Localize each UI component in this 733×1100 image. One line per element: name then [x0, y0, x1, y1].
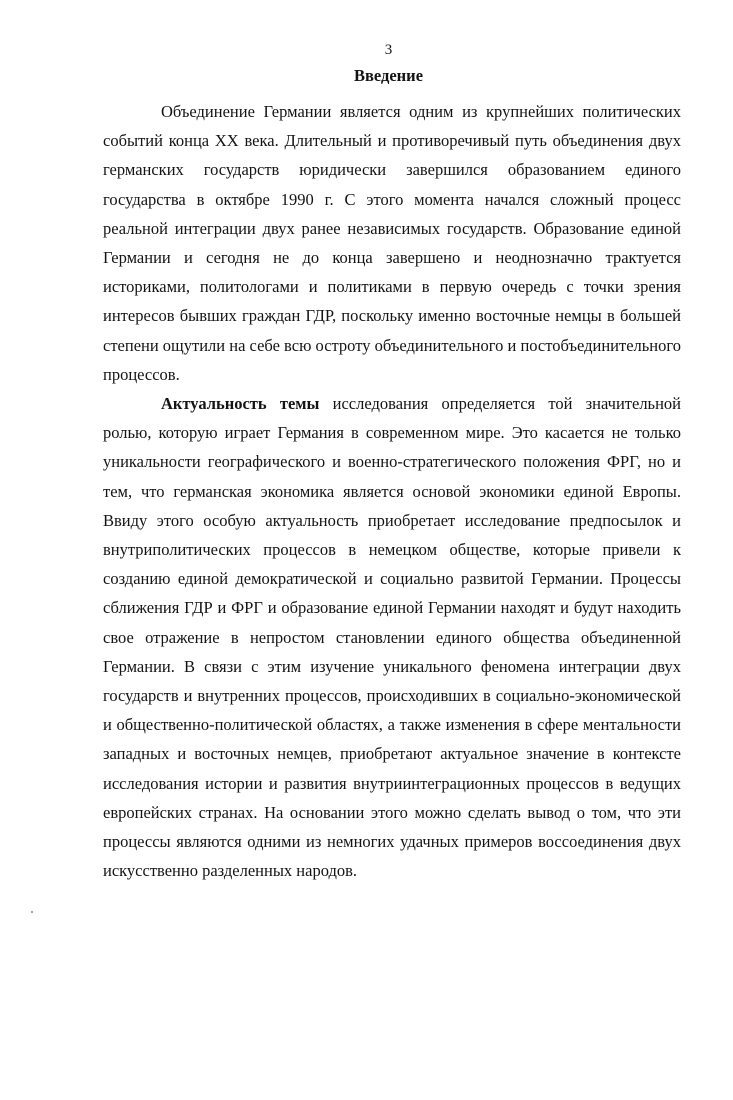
- paragraph-text: Объединение Германии является одним из крупнейших политических событий конца XX века. Длительный и противоречивый путь объединения двух германских государств юридически завершился образованием единого государства в октябре 1990 г. С этого момента начался сложный процесс реальной интеграции двух ранее независимых государств. Образование единой Германии и сегодня не до конца завершено и неоднозначно трактуется историками, политологами и политиками в первую очередь с точки зрения интересов бывших граждан ГДР, поскольку именно восточные немцы в большей степени ощутили на себе всю остроту объединительного и постобъединительного процессов.: [103, 102, 681, 384]
- paragraph-text: исследования определяется той значительной ролью, которую играет Германия в современном мире. Это касается не только уникальности географического и военно-стратегического положения ФРГ, но и тем, что германская экономика является основой экономики единой Европы. Ввиду этого особую актуальность приобретает исследование предпосылок и внутриполитических процессов в немецком обществе, которые привели к созданию единой демократической и социально развитой Германии. Процессы сближения ГДР и ФРГ и образование единой Германии находят и будут находить свое отражение в непростом становлении единого общества объединенной Германии. В связи с этим изучение уникального феномена интеграции двух государств и внутренних процессов, происходивших в социально-экономической и общественно-политической областях, а также изменения в сфере ментальности западных и восточных немцев, приобретают актуальное значение в контексте исследования истории и развития внутриинтеграционных процессов в ведущих европейских странах. На основании этого можно сделать вывод о том, что эти процессы являются одними из немногих удачных примеров воссоединения двух искусственно разделенных народов.: [103, 394, 681, 881]
- lead-term: Актуальность темы: [161, 394, 320, 414]
- section-heading: Введение: [353, 66, 424, 85]
- paragraph-introduction: [103, 97, 681, 389]
- margin-dot: [31, 911, 33, 913]
- paragraph-relevance: [103, 389, 681, 885]
- body-text: [103, 97, 681, 885]
- page-number: 3: [384, 42, 393, 58]
